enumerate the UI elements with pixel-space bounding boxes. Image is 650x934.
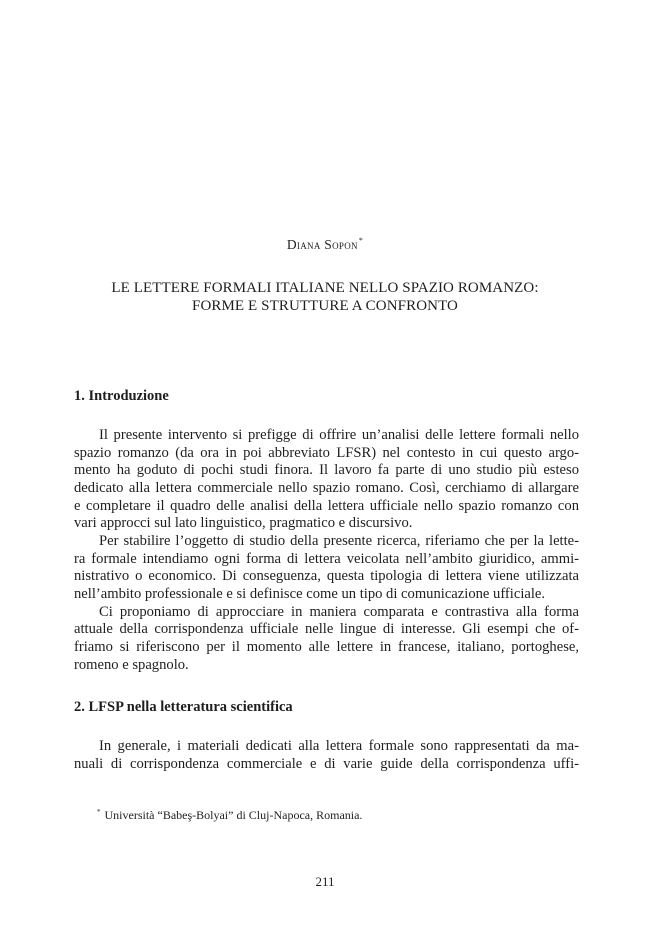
text-line: attuale della corrispondenza ufficiale nelle lingue di interesse. Gli esempi che of- <box>74 621 579 638</box>
section-1-paragraph-1 <box>74 427 579 533</box>
paper-title <box>0 279 650 315</box>
text-line: e completare il quadro delle analisi della lettera ufficiale nello spazio romanzo con <box>74 497 579 514</box>
section-1-heading: 1. Introduzione <box>74 388 169 404</box>
section-1-paragraph-2 <box>74 533 579 604</box>
text-line: mento ha goduto di pochi studi finora. Il lavoro fa parte di uno studio più esteso <box>74 462 579 479</box>
text-line: nuali di corrispondenza commerciale e di varie guide della corrispondenza uffi- <box>74 755 579 772</box>
title-line-1: LE LETTERE FORMALI ITALIANE NELLO SPAZIO ROMANZO: <box>111 280 539 296</box>
author-name: Diana Sopon <box>286 237 358 252</box>
text-line: nell’ambito professionale e si definisce come un tipo di comunicazione ufficiale. <box>74 586 546 603</box>
text-line: Il presente intervento si prefigge di offrire un’analisi delle lettere formali nello <box>99 427 579 443</box>
section-2-paragraph-1 <box>74 738 579 773</box>
text-line: Ci proponiamo di approcciare in maniera comparata e contrastiva alla forma <box>99 603 579 620</box>
title-line-2: FORME E STRUTTURE A CONFRONTO <box>192 298 458 314</box>
text-line: spazio romanzo (da ora in poi abbreviato LFSR) nel contesto in cui questo argo- <box>74 444 579 461</box>
footnote-text: Università “Babeş-Bolyai” di Cluj-Napoca, Romania. <box>104 808 363 822</box>
footnote <box>97 808 362 823</box>
text-line: dedicato alla lettera commerciale nello spazio romano. Così, cerchiamo di allargare <box>74 480 579 497</box>
text-line: vari approcci sul lato linguistico, pragmatico e discursivo. <box>74 515 413 532</box>
text-line: friamo si riferiscono per il momento alle lettere in francese, italiano, portoghese, <box>74 639 579 656</box>
text-line: nistrativo o economico. Di conseguenza, questa tipologia di lettera viene utilizzata <box>74 568 579 585</box>
text-line: In generale, i materiali dedicati alla lettera formale sono rappresentati da ma- <box>99 738 579 754</box>
author-footnote-mark: * <box>358 236 364 245</box>
author-line <box>0 236 650 253</box>
section-1-paragraph-3 <box>74 604 579 675</box>
text-line: Per stabilire l’oggetto di studio della presente ricerca, riferiamo che per la lette- <box>99 533 579 549</box>
text-line: ra formale intendiamo ogni forma di lettera veicolata nell’ambito giuridico, ammi- <box>74 550 579 567</box>
page-number: 211 <box>315 874 335 889</box>
section-2-heading: 2. LFSP nella letteratura scientifica <box>74 699 293 715</box>
footnote-mark: * <box>97 808 101 816</box>
text-line: romeno e spagnolo. <box>74 656 189 673</box>
